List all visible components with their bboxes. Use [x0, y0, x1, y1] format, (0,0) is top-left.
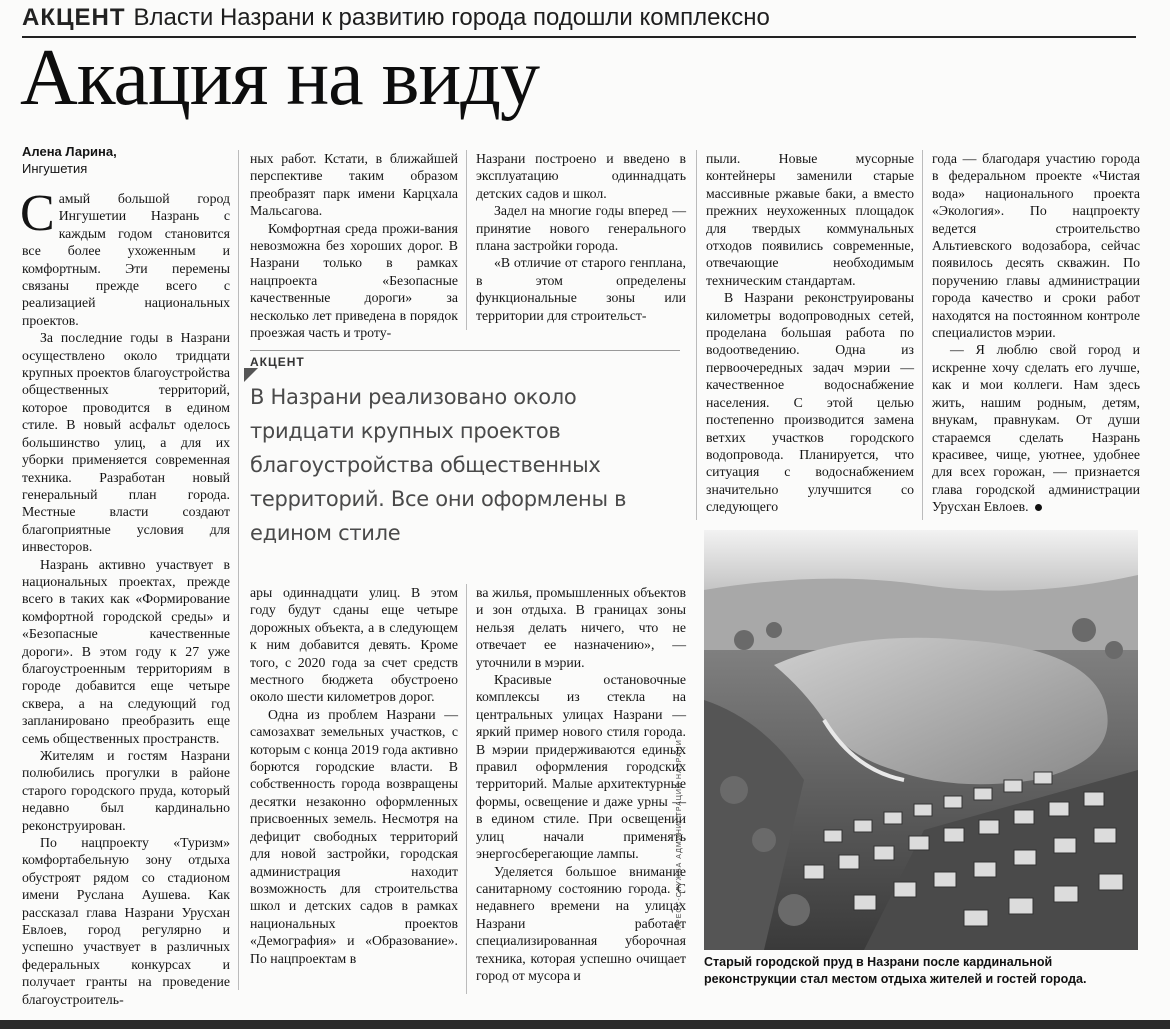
paragraph: В Назрани реконструированы километры водопроводных сетей, проделана большая работа по водоотведению. Одна из первоочередных задач мэрии — качественное водоснабжение населения. С этой целью постепенно производится замена ветхих участков городского водопровода. Планируется, что ситуация с водоснабжением значительно улучшится со следующего: [706, 290, 914, 515]
byline-location: Ингушетия: [22, 161, 88, 176]
paragraph: Самый большой город Ингушетии Назрань с каждым годом становится все более ухоженным и комфортным. Эти перемены связаны прежде всего с реализацией национальных проектов.: [20, 185, 230, 328]
paragraph: Назрань активно участвует в национальных проектах, прежде всего в таких как «Формирование комфортной городской среды» и «Безопасные качественные дороги». В этом году к 27 уже благоустроенным территориям в городе добавится еще четыре сквера, а на следующий год запланировано преобразить еще семь общественных пространств.: [22, 556, 230, 746]
paragraph: «В отличие от старого генплана, в этом определены функциональные зоны или территории для строительст-: [476, 255, 686, 323]
section-kicker: [22, 4, 770, 32]
paragraph: ва жилья, промышленных объектов и зон отдыха. В границах зоны нельзя делать ничего, что не отвечает ее назначению», — уточнили в мэрии.: [476, 585, 686, 670]
byline-author: Алена Ларина,: [22, 144, 117, 159]
column-3-top: [476, 150, 686, 332]
paragraph: Назрани построено и введено в эксплуатацию одиннадцать детских садов и школ.: [476, 151, 686, 201]
column-divider: [238, 150, 239, 990]
column-4: [706, 150, 914, 520]
paragraph: Одна из проблем Назрани — самозахват земельных участков, с которым с конца 2019 года активно борются городские власти. В собственность города возвращены десятки незаконно оформленных присвоенных земель. Несмотря на дефицит свободных территорий для новой застройки, городская администрация находит возможность для строительства школ и детских садов в рамках национальных проектов «Демография» и «Образование». По нацпроектам в: [250, 706, 458, 966]
column-2-top: [250, 150, 458, 341]
pull-quote-tag: АКЦЕНТ: [250, 350, 680, 369]
column-2-bottom: [250, 584, 458, 994]
pull-quote: В Назрани реализовано около тридцати крупных проектов благоустройства общественных территорий. Все они оформлены в едином стиле: [250, 385, 627, 545]
column-5: [932, 150, 1140, 520]
end-mark-icon: [1035, 504, 1042, 511]
paragraph: Уделяется большое внимание санитарному состоянию города. С недавнего времени на улицах Назрани работает специализированная уборочная техника, которая успешно очищает город от мусора и: [476, 863, 686, 983]
paragraph: ных работ. Кстати, в ближайшей перспективе таким образом преобразят парк имени Карцхала Мальсагова.: [250, 151, 458, 219]
paragraph: Красивые остановочные комплексы из стекла на центральных улицах Назрани — яркий пример нового стиля города. В мэрии придерживаются единых правил оформления городских территорий. Малые архитектурные формы, освещение и даже урны — в едином стиле. При освещении улиц начали применять энергосберегающие лампы.: [476, 672, 686, 862]
paragraph: По нацпроекту «Туризм» комфортабельную зону отдыха обустроят рядом со стадионом имени Руслана Аушева. Как рассказал глава Назрани Урусхан Евлоев, город регулярно и успешно участвует в различных федеральных конкурсах и получает гранты на проведение благоустроитель-: [22, 835, 230, 1007]
column-3-bottom: [476, 584, 686, 994]
photo-caption: Старый городской пруд в Назрани после кардинальной реконструкции стал местом отдыха жителей и гостей города.: [704, 955, 1087, 986]
bottom-bar: [0, 1020, 1170, 1029]
column-divider: [922, 150, 923, 520]
kicker-tag: АКЦЕНТ: [22, 4, 126, 31]
photo-credit: ПРЕСС-СЛУЖБА АДМИНИСТРАЦИИ НАЗРАНИ: [676, 739, 683, 930]
paragraph: Комфортная среда прожи-вания невозможна без хороших дорог. В Назрани только в рамках нацпроекта «Безопасные качественные дороги» за несколько лет приведена в порядок проезжая часть и троту-: [250, 220, 458, 341]
kicker-subtitle: Власти Назрани к развитию города подошли комплексно: [133, 4, 770, 31]
paragraph: Жителям и гостям Назрани полюбились прогулки в районе старого городского пруда, который недавно был кардинально реконструирован.: [22, 748, 230, 833]
drop-cap: С: [20, 185, 55, 242]
paragraph: ары одиннадцати улиц. В этом году будут сданы еще четыре дорожных объекта, а в следующем к ним добавится девять. Кроме того, с 2020 года за счет средств местного бюджета обустроено около шести километров дорог.: [250, 585, 458, 705]
paragraph: Задел на многие годы вперед — принятие нового генерального плана застройки города.: [476, 203, 686, 254]
paragraph: года — благодаря участию города в федеральном проекте «Чистая вода» национального проекта «Экология». По нацпроекту ведется строительство Альтиевского водозабора, сейчас появилось десять скважин. По поручению главы администрации города качество и сроки работ находятся на постоянном контроле специалистов мэрии.: [932, 151, 1140, 341]
column-divider: [696, 150, 697, 520]
paragraph: пыли. Новые мусорные контейнеры заменили старые массивные ржавые баки, а вместо прежних неухоженных площадок для твердых коммунальных отходов появились современные, отвечающие необходимым техническим стандартам.: [706, 151, 914, 288]
paragraph: За последние годы в Назрани осуществлено около тридцати крупных проектов благоустройства общественных территорий, которое проводится в едином стиле. В новый асфальт оделось большинство улиц, а для их уборки применяется современная техника. Разработан новый генеральный план города. Местные власти создают благоприятные условия для инвесторов.: [22, 330, 230, 555]
city-pond-photo: [704, 530, 1138, 950]
article-headline: Акация на виду: [20, 34, 539, 122]
byline: [22, 143, 232, 177]
column-1: [20, 185, 230, 1007]
column-divider: [466, 584, 467, 994]
paragraph: — Я люблю свой город и искренне хочу сделать его лучше, как и мои коллеги. Нам здесь жить, нашим родным, детям, внукам, правнукам. От души стараемся сделать Назрань красивее, чище, уютнее, удобнее для всех горожан, — признается глава городской администрации Урусхан Евлоев.: [932, 342, 1140, 515]
column-divider: [466, 150, 467, 330]
